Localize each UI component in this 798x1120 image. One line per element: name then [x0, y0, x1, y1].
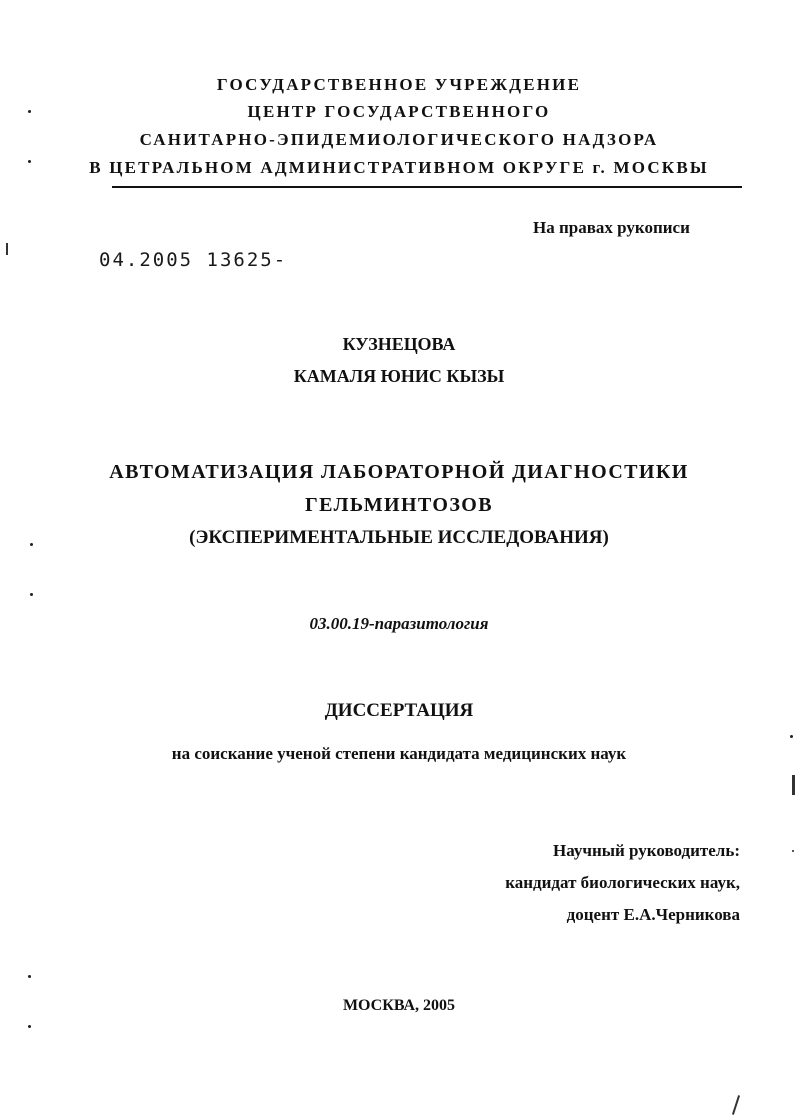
scan-speck [732, 1095, 740, 1115]
author-surname: КУЗНЕЦОВА [342, 334, 456, 354]
supervisor-degree: кандидат биологических наук, [505, 873, 740, 892]
document-type: ДИССЕРТАЦИЯ [324, 700, 474, 721]
library-stamp: 04.2005 13625- [99, 249, 288, 271]
scan-speck [790, 735, 793, 738]
specialty-code: 03.00.19-паразитология [309, 614, 489, 633]
manuscript-note: На правах рукописи [533, 218, 690, 237]
scan-speck [28, 160, 31, 163]
scan-speck [30, 593, 33, 596]
scan-speck [28, 110, 31, 113]
title-line-3: (ЭКСПЕРИМЕНТАЛЬНЫЕ ИССЛЕДОВАНИЯ) [189, 527, 609, 548]
header-divider [112, 186, 742, 188]
header-line-2: ЦЕНТР ГОСУДАРСТВЕННОГО [247, 102, 551, 121]
scan-speck [792, 775, 795, 795]
header-line-3: САНИТАРНО-ЭПИДЕМИОЛОГИЧЕСКОГО НАДЗОРА [139, 130, 659, 149]
supervisor-label: Научный руководитель: [553, 841, 740, 860]
title-line-1: АВТОМАТИЗАЦИЯ ЛАБОРАТОРНОЙ ДИАГНОСТИКИ [109, 461, 689, 483]
scan-speck [28, 1025, 31, 1028]
scan-speck [6, 243, 8, 255]
title-line-2: ГЕЛЬМИНТОЗОВ [304, 494, 493, 516]
city-year: МОСКВА, 2005 [342, 997, 456, 1014]
supervisor-name: доцент Е.А.Черникова [566, 905, 740, 924]
scan-speck [28, 975, 31, 978]
header-line-4: В ЦЕТРАЛЬНОМ АДМИНИСТРАТИВНОМ ОКРУГЕ г. МОСКВЫ [89, 158, 709, 177]
degree-line: на соискание ученой степени кандидата медицинских наук [171, 744, 627, 763]
header-line-1: ГОСУДАРСТВЕННОЕ УЧРЕЖДЕНИЕ [216, 75, 582, 94]
author-given-names: КАМАЛЯ ЮНИС КЫЗЫ [293, 366, 505, 386]
scan-speck [30, 543, 33, 546]
scan-speck [792, 850, 794, 852]
